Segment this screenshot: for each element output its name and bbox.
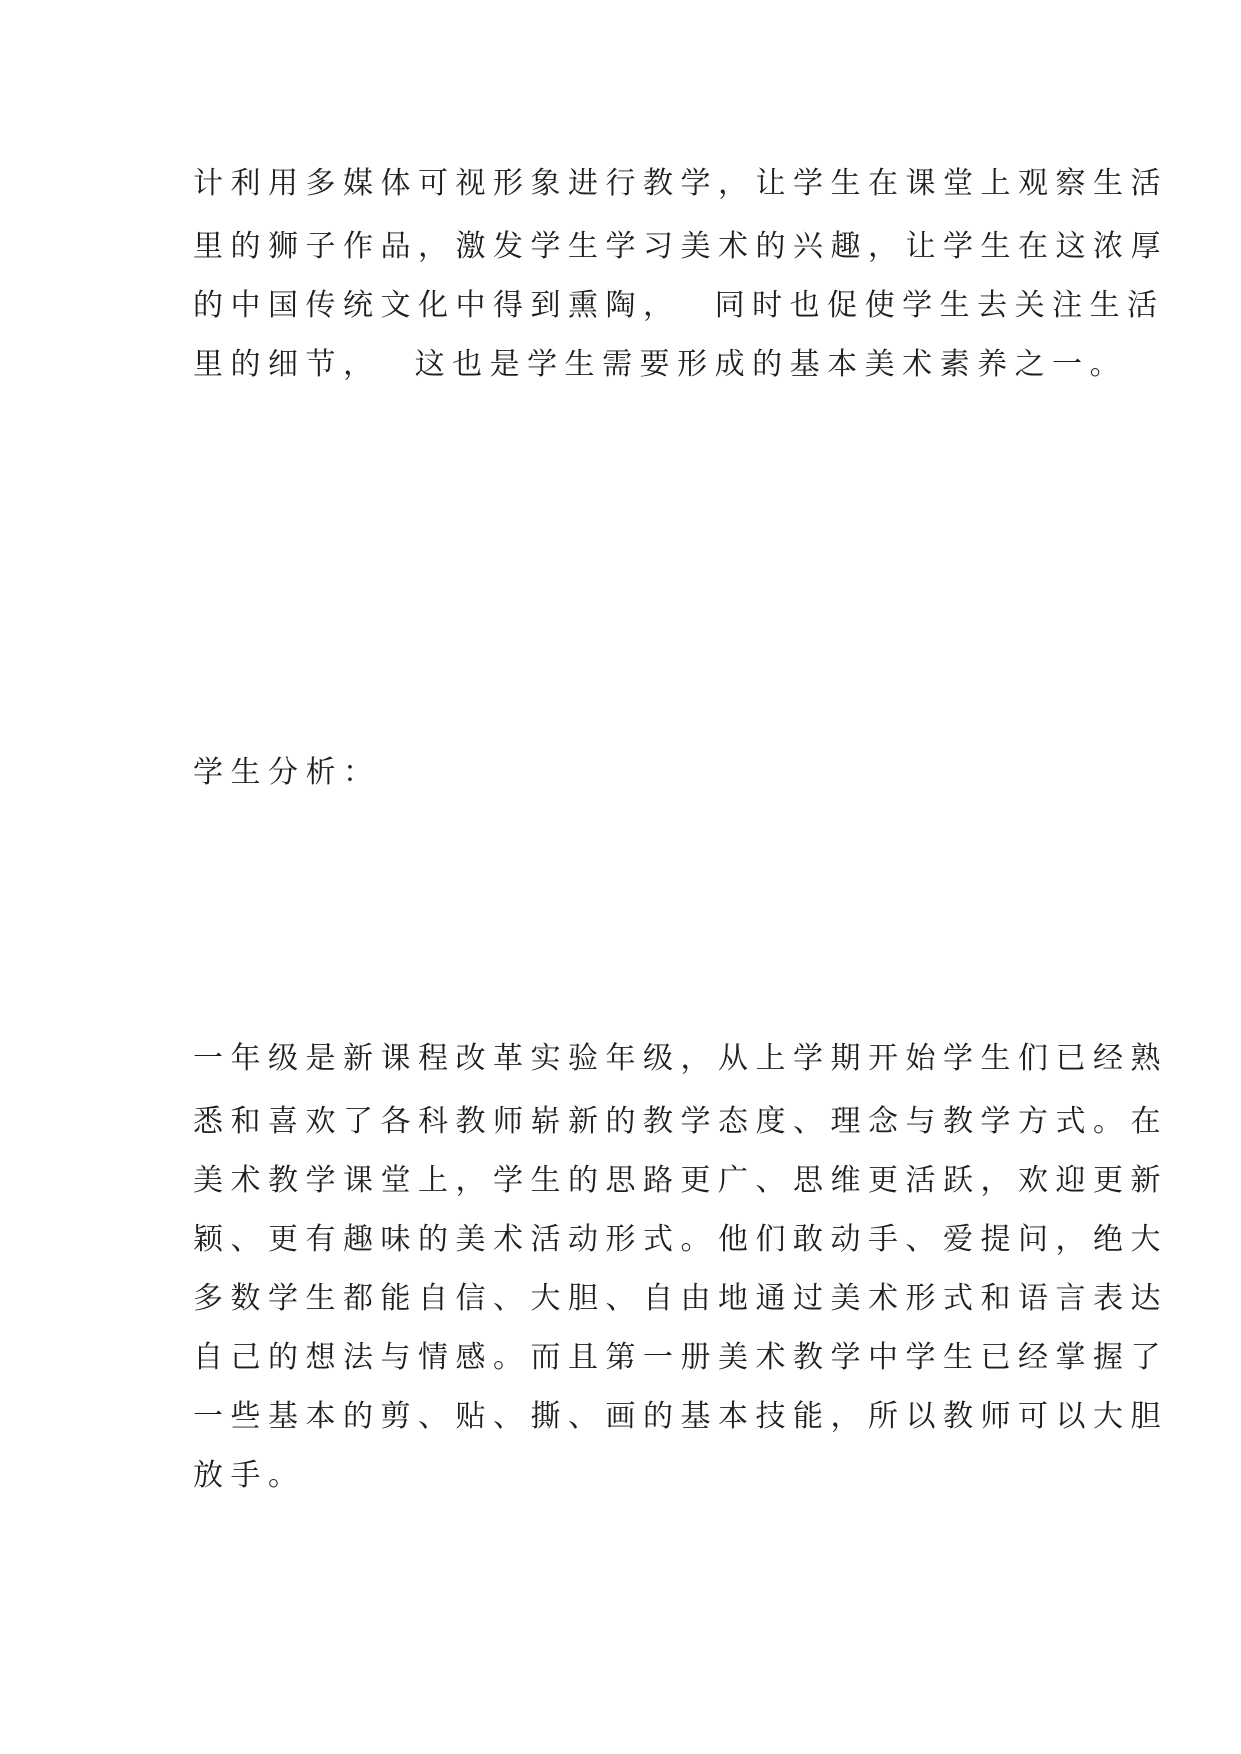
text-line: 美术教学课堂上，学生的思路更广、思维更活跃，欢迎更新 — [193, 1163, 1168, 1198]
text-line: 里的细节， 这也是学生需要形成的基本美术素养之一。 — [193, 347, 1128, 382]
text-line: 放手。 — [193, 1458, 306, 1493]
text-line: 一年级是新课程改革实验年级，从上学期开始学生们已经熟 — [193, 1041, 1168, 1076]
text-line: 自己的想法与情感。而且第一册美术教学中学生已经掌握了 — [193, 1340, 1168, 1375]
section-heading: 学生分析： — [193, 755, 381, 790]
text-line: 颖、更有趣味的美术活动形式。他们敢动手、爱提问，绝大 — [193, 1222, 1168, 1257]
text-line: 的中国传统文化中得到熏陶， 同时也促使学生去关注生活 — [193, 288, 1165, 323]
text-line: 里的狮子作品，激发学生学习美术的兴趣，让学生在这浓厚 — [193, 229, 1168, 264]
text-line: 一些基本的剪、贴、撕、画的基本技能，所以教师可以大胆 — [193, 1399, 1168, 1434]
text-line: 多数学生都能自信、大胆、自由地通过美术形式和语言表达 — [193, 1281, 1168, 1316]
text-line: 计利用多媒体可视形象进行教学，让学生在课堂上观察生活 — [193, 166, 1168, 201]
text-line: 悉和喜欢了各科教师崭新的教学态度、理念与教学方式。在 — [193, 1104, 1168, 1139]
